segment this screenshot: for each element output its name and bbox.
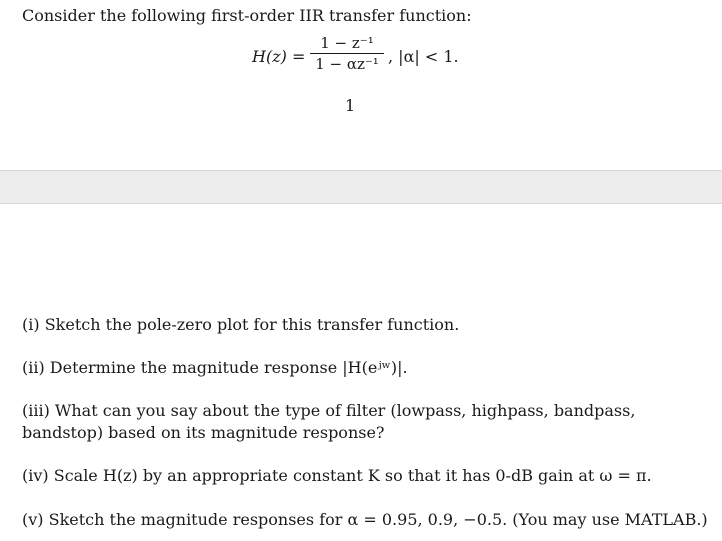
equation-lhs: H(z) = xyxy=(252,47,306,66)
fraction-denominator: 1 − αz⁻¹ xyxy=(315,55,379,73)
fraction-numerator: 1 − z⁻¹ xyxy=(320,34,374,52)
intro-text: Consider the following first-order IIR transfer function: xyxy=(22,6,472,25)
transfer-function-fraction xyxy=(310,34,384,73)
question-2: (ii) Determine the magnitude response |H(eʲʷ)|. xyxy=(22,358,408,377)
question-5: (v) Sketch the magnitude responses for α = 0.95, 0.9, −0.5. (You may use MATLAB.) xyxy=(22,510,708,529)
question-4: (iv) Scale H(z) by an appropriate constant K so that it has 0-dB gain at ω = π. xyxy=(22,466,652,485)
fraction-bar xyxy=(310,53,384,54)
equation-number: 1 xyxy=(345,96,356,115)
question-3: (iii) What can you say about the type of filter (lowpass, highpass, bandpass, bandstop) based on its magnitude response? xyxy=(22,401,636,442)
separator-band xyxy=(0,170,722,204)
question-1: (i) Sketch the pole-zero plot for this transfer function. xyxy=(22,315,460,334)
equation-condition: , |α| < 1. xyxy=(388,47,459,66)
